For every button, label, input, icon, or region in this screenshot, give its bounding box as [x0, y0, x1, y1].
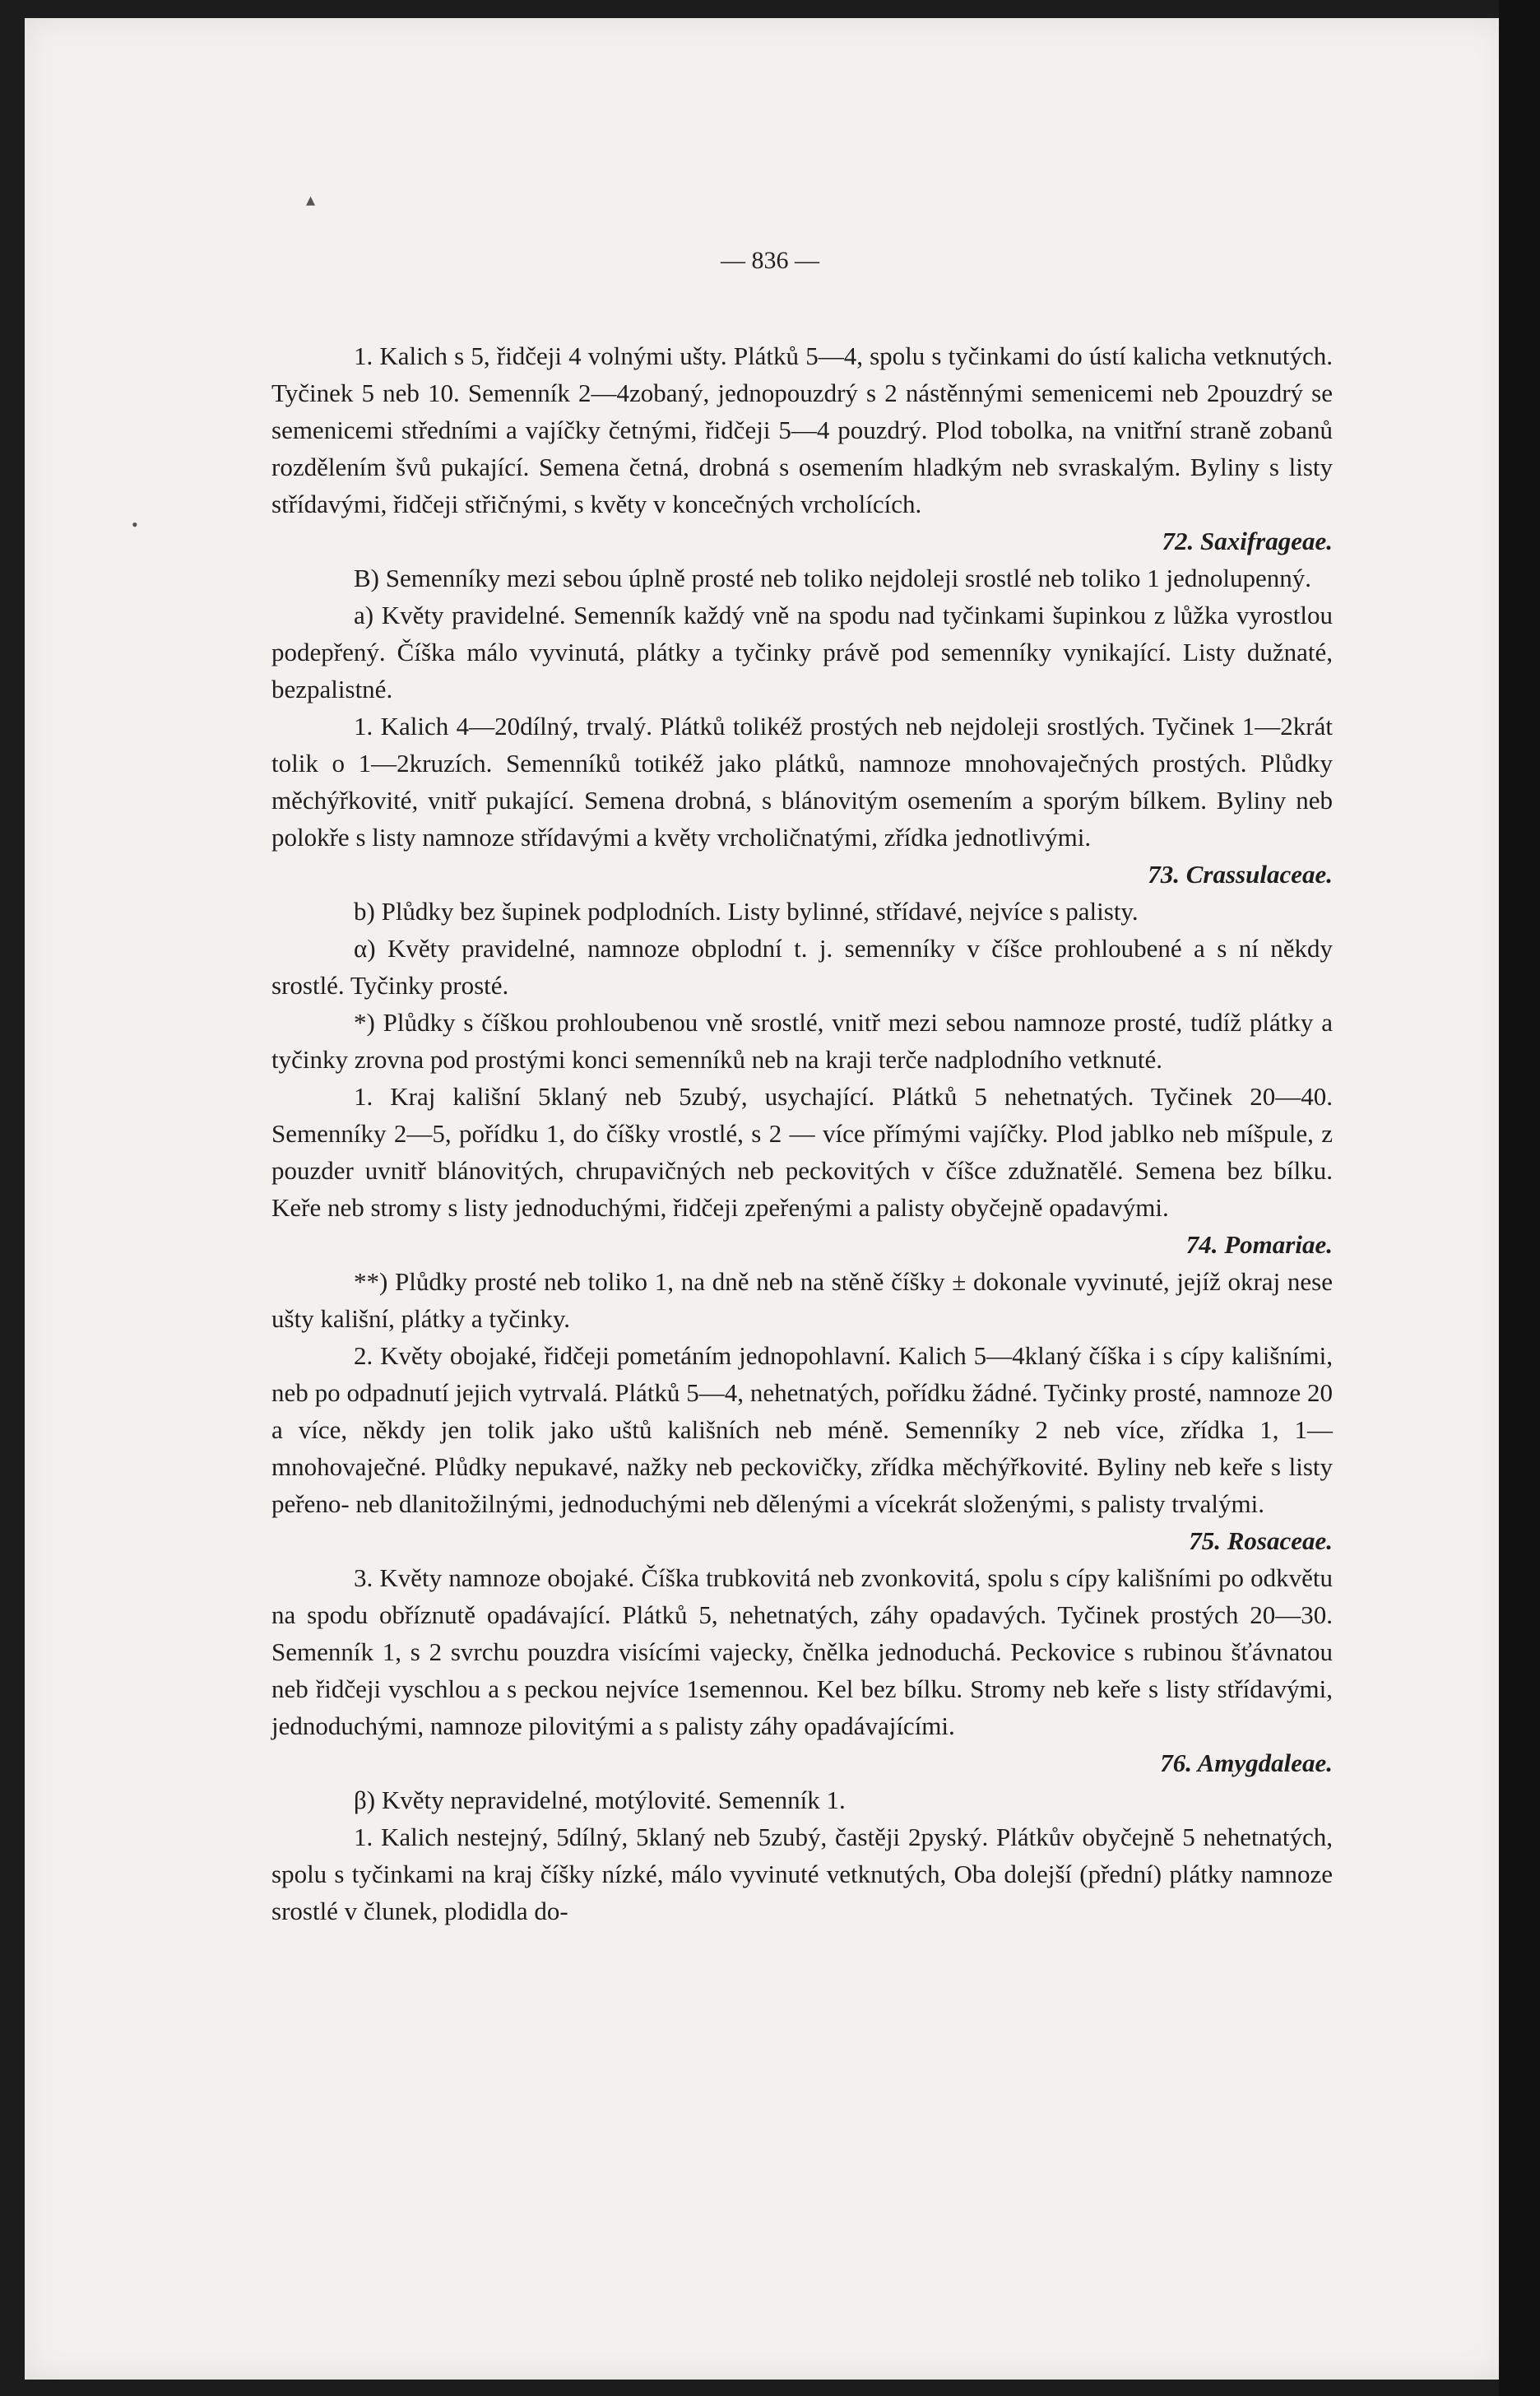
paragraph-text: 3. Květy namnoze obojaké. Číška trubkovitá neb zvonkovitá, spolu s cípy kališními po odkvětu na spodu obříznutě opadávající. Plátků 5, nehetnatých, záhy opadavých. Tyčinek prostých 20—30. Semenník 1, s 2 svrchu pouzdra visícími vajecky, čnělka jednoduchá. Peckovice s rubinou šťávnatou neb řidčeji vyschlou a s peckou nejvíce 1semennou. Kel bez bílku. Stromy neb keře s listy střídavými, jednoduchými, namnoze pilovitými a s palisty záhy opadávajícími.: [271, 1563, 1333, 1740]
taxon-heading: 72. Saxifrageae.: [1162, 527, 1333, 555]
taxon-heading: 76. Amygdaleae.: [1160, 1748, 1333, 1777]
paragraph-text: 2. Květy obojaké, řidčeji pometáním jednopohlavní. Kalich 5—4klaný číška i s cípy kališními, neb po odpadnutí jejich vytrvalá. Plátků 5—4, nehetnatých, pořídku žádné. Tyčinky prosté, namnoze 20 a více, někdy jen tolik jako uštů kališních neb méně. Semenníky 2 neb více, zřídka 1, 1— mnohovaječné. Plůdky nepukavé, nažky neb peckovičky, zřídka měchýřkovité. Byliny neb keře s listy peřeno- neb dlanitožilnými, jednoduchými neb dělenými a vícekrát složenými, s palisty trvalými.: [271, 1341, 1333, 1518]
paragraph: [271, 1078, 1333, 1263]
taxon-heading: 75. Rosaceae.: [1189, 1526, 1333, 1555]
page-body: [271, 337, 1333, 1929]
paragraph: [271, 1004, 1333, 1078]
paragraph: [271, 1337, 1333, 1559]
margin-mark: ▴: [306, 189, 316, 210]
margin-dot: •: [132, 514, 138, 535]
paragraph: [271, 337, 1333, 560]
paragraph-text: 1. Kalich nestejný, 5dílný, 5klaný neb 5zubý, častěji 2pyský. Plátkův obyčejně 5 nehetnatých, spolu s tyčinkami na kraj číšky nízké, málo vyvinuté vetknutých, Oba dolejší (přední) plátky namnoze srostlé v člunek, plodidla do-: [271, 1823, 1333, 1925]
paragraph-text: a) Květy pravidelné. Semenník každý vně na spodu nad tyčinkami šupinkou z lůžka vyrostlou podepřený. Číška málo vyvinutá, plátky a tyčinky právě pod semenníky vynikající. Listy dužnaté, bezpalistné.: [271, 601, 1333, 703]
paragraph-text: *) Plůdky s číškou prohloubenou vně srostlé, vnitř mezi sebou namnoze prosté, tudíž plátky a tyčinky zrovna pod prostými konci semenníků neb na kraji terče nadplodního vetknuté.: [271, 1008, 1333, 1074]
paragraph-text: **) Plůdky prosté neb toliko 1, na dně neb na stěně číšky ± dokonale vyvinuté, jejíž okraj nese ušty kališní, plátky a tyčinky.: [271, 1267, 1333, 1333]
paragraph: [271, 1781, 1333, 1818]
paragraph-text: 1. Kraj kališní 5klaný neb 5zubý, usychající. Plátků 5 nehetnatých. Tyčinek 20—40. Semenníky 2—5, pořídku 1, do číšky vrostlé, s 2 — více přímými vajíčky. Plod jablko neb míšpule, z pouzder uvnitř blánovitých, chrupavičných neb peckovitých v číšce zdužnatělé. Semena bez bílku. Keře neb stromy s listy jednoduchými, řidčeji zpeřenými a palisty obyčejně opadavými.: [271, 1082, 1333, 1222]
paragraph-text: α) Květy pravidelné, namnoze obplodní t. j. semenníky v číšce prohloubené a s ní někdy srostlé. Tyčinky prosté.: [271, 934, 1333, 1000]
paragraph-text: 1. Kalich 4—20dílný, trvalý. Plátků tolikéž prostých neb nejdoleji srostlých. Tyčinek 1—2krát tolik o 1—2kruzích. Semenníků totikéž jako plátků, namnoze mnohovaječných prostých. Plůdky měchýřkovité, vnitř pukající. Semena drobná, s blánovitým osemením a sporým bílkem. Byliny neb polokře s listy namnoze střídavými a květy vrcholičnatými, zřídka jednotlivými.: [271, 712, 1333, 852]
taxon-heading: 74. Pomariae.: [1185, 1230, 1333, 1259]
paragraph: [271, 560, 1333, 597]
paragraph: [271, 708, 1333, 893]
paragraph: [271, 1263, 1333, 1337]
paragraph-text: B) Semenníky mezi sebou úplně prosté neb toliko nejdoleji srostlé neb toliko 1 jednolupenný.: [354, 564, 1312, 592]
scan-edge: [1499, 0, 1540, 2396]
paragraph: [271, 597, 1333, 708]
paragraph-text: 1. Kalich s 5, řidčeji 4 volnými ušty. Plátků 5—4, spolu s tyčinkami do ústí kalicha vetknutých. Tyčinek 5 neb 10. Semenník 2—4zobaný, jednopouzdrý s 2 nástěnnými semenicemi neb 2pouzdrý se semenicemi středními a vajíčky četnými, řidčeji 5—4 pouzdrý. Plod tobolka, na vnitřní straně zobanů rozdělením švů pukající. Semena četná, drobná s osemením hladkým neb svraskalým. Byliny s listy střídavými, řidčeji střičnými, s květy v koncečných vrcholících.: [271, 341, 1333, 518]
page-number: — 836 —: [721, 247, 819, 274]
taxon-heading: 73. Crassulaceae.: [1148, 860, 1333, 889]
paragraph: [271, 1818, 1333, 1929]
paragraph: [271, 893, 1333, 930]
paragraph: [271, 930, 1333, 1004]
paragraph: [271, 1559, 1333, 1781]
paragraph-text: β) Květy nepravidelné, motýlovité. Semenník 1.: [354, 1785, 846, 1814]
paragraph-text: b) Plůdky bez šupinek podplodních. Listy bylinné, střídavé, nejvíce s palisty.: [354, 897, 1139, 926]
